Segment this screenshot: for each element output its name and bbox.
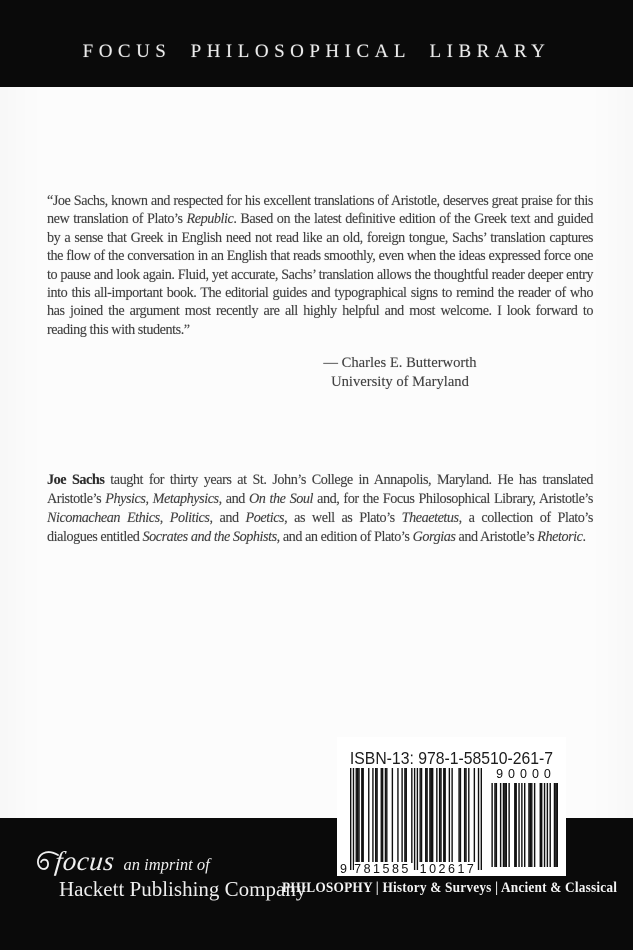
ean5-barcode <box>490 783 558 867</box>
review-attribution <box>240 354 560 392</box>
imprint-logo <box>34 844 306 902</box>
attribution-affiliation: University of Maryland <box>331 374 469 390</box>
imprint-script-name: focus <box>53 846 117 876</box>
ean13-barcode <box>350 768 482 870</box>
series-header-band <box>0 0 633 87</box>
imprint-publisher: Hackett Publishing Company <box>59 877 307 901</box>
supplement-number: 90000 <box>496 767 556 781</box>
barcode-digits-left: 781585 <box>354 862 411 876</box>
imprint-tagline: an imprint of <box>123 855 210 874</box>
barcode-digits-right: 102617 <box>419 862 477 876</box>
author-bio: Joe Sachs taught for thirty years at St. John’s College in Annapolis, Maryland. He has translated Aristotle’s Physics, Metaphysics, and On the Soul and, for the Focus Philosophical Library, Aristotle’s Nicomachean Ethics, Politics, and Poetics, as well as Plato’s Theaetetus, a collection of Plato’s dialogues entitled Socrates and the Sophists, and an edition of Plato’s Gorgias and Aristotle’s Rhetoric. <box>47 472 593 545</box>
genre-strip: PHILOSOPHY | History & Surveys | Ancient & Classical <box>282 880 618 896</box>
barcode-digit-first: 9 <box>340 862 347 876</box>
ean5-supplement <box>490 768 558 867</box>
review-quote: “Joe Sachs, known and respected for his excellent translations of Aristotle, deserves great praise for this new translation of Plato’s Republic. Based on the latest definitive edition of the Greek text and guided by a sense that Greek in English need not read like an old, foreign tongue, Sachs’ translation captures the flow of the conversation in an English that reads smoothly, even when the ideas expressed force one to pause and look again. Fluid, yet accurate, Sachs’ translation allows the thoughtful reader deeper entry into this all-important book. The editorial guides and typographical signs to remind the reader of who has joined the argument most recently are all highly helpful and most welcome. I look forward to reading this with students.” <box>47 193 593 338</box>
isbn-label: ISBN-13: 978-1-58510-261-7 <box>349 748 554 768</box>
imprint-line <box>34 844 306 876</box>
barcode-panel <box>337 737 566 876</box>
attribution-name: — Charles E. Butterworth <box>323 355 477 371</box>
series-title: FOCUS PHILOSOPHICAL LIBRARY <box>82 40 551 62</box>
